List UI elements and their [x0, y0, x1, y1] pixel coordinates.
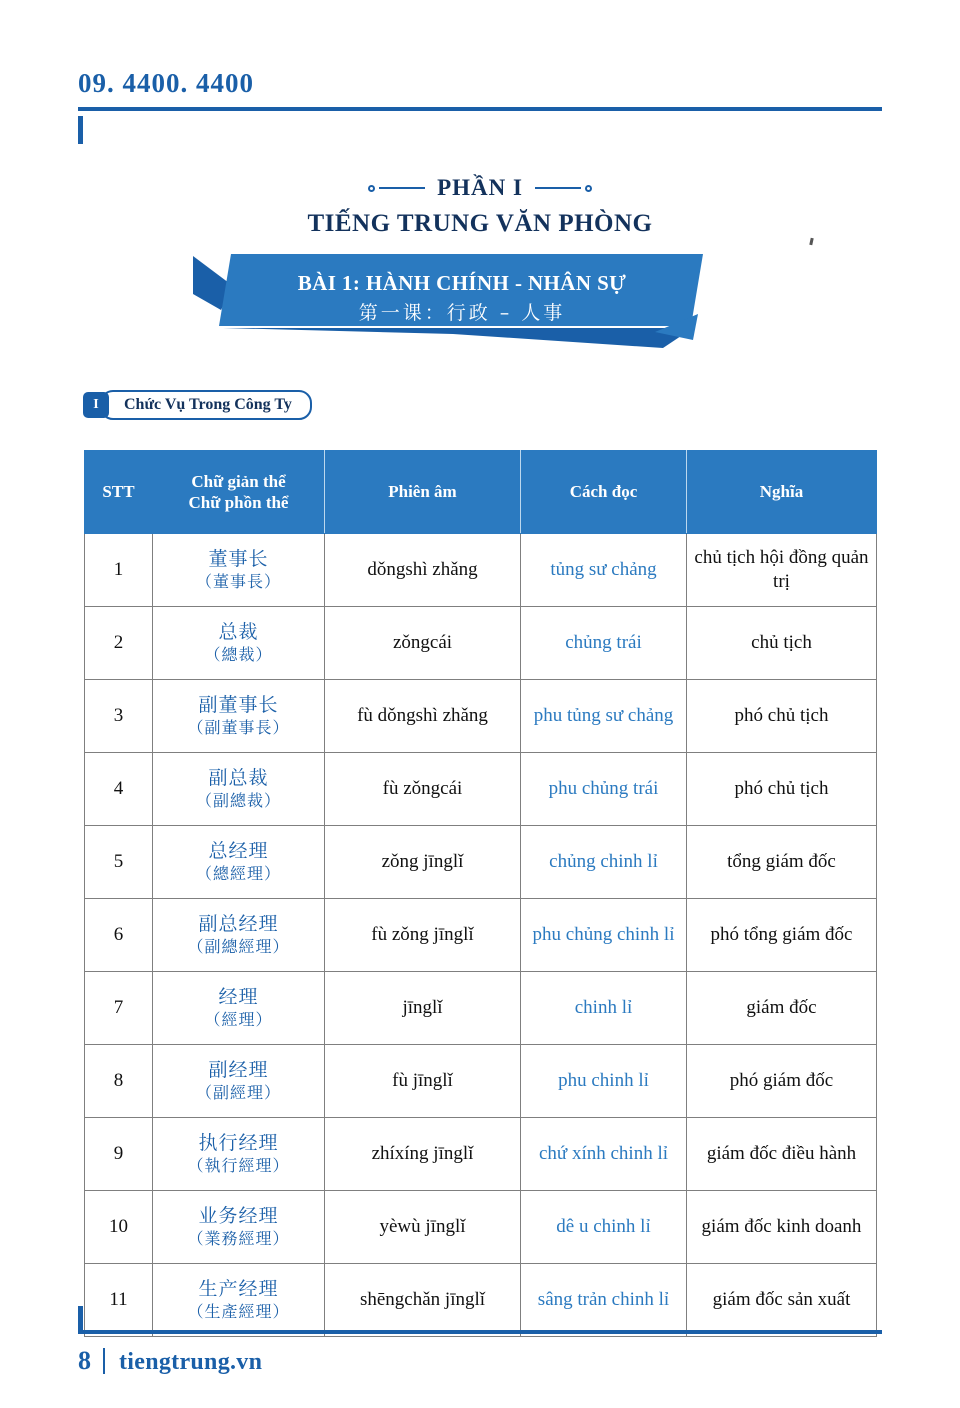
cell-stt: 8 — [85, 1045, 153, 1118]
table-row — [85, 607, 877, 680]
section-number-badge: I — [83, 392, 109, 418]
cell-meaning: chủ tịch — [687, 607, 877, 680]
cell-simplified: 总经理 — [208, 840, 269, 863]
section-heading — [83, 390, 312, 420]
cell-simplified: 副经理 — [208, 1059, 269, 1082]
vocabulary-table-wrapper — [84, 450, 876, 1337]
table-row — [85, 753, 877, 826]
cell-reading: chủng chinh lỉ — [521, 826, 687, 899]
cell-pinyin: dǒngshì zhǎng — [325, 534, 521, 607]
cell-meaning: giám đốc kinh doanh — [687, 1191, 877, 1264]
column-header-traditional: Chữ phồn thể — [188, 493, 289, 512]
cell-characters — [153, 753, 325, 826]
table-row — [85, 972, 877, 1045]
column-header-reading: Cách đọc — [521, 451, 687, 534]
cell-characters — [153, 1118, 325, 1191]
cell-traditional: （執行經理） — [187, 1155, 290, 1175]
column-header-simplified: Chữ giản thể — [191, 471, 286, 491]
cell-traditional: （副總裁） — [195, 790, 281, 810]
cell-traditional: （董事長） — [195, 571, 281, 591]
diamond-right-icon — [535, 185, 592, 192]
lesson-banner — [193, 248, 703, 348]
cell-characters — [153, 1045, 325, 1118]
cell-reading: chinh lỉ — [521, 972, 687, 1045]
cell-meaning: phó chủ tịch — [687, 753, 877, 826]
cell-meaning: phó chủ tịch — [687, 680, 877, 753]
cell-stt: 1 — [85, 534, 153, 607]
cell-pinyin: zhíxíng jīnglǐ — [325, 1118, 521, 1191]
page-footer — [78, 1348, 262, 1376]
cell-reading: phu chủng chinh lỉ — [521, 899, 687, 972]
lesson-subtitle: 第一课：行政 – 人事 — [358, 302, 566, 324]
cell-stt: 3 — [85, 680, 153, 753]
cell-traditional: （業務經理） — [187, 1228, 290, 1248]
table-row — [85, 1045, 877, 1118]
cell-meaning: phó giám đốc — [687, 1045, 877, 1118]
cell-characters — [153, 534, 325, 607]
cell-reading: phu chinh lỉ — [521, 1045, 687, 1118]
header-phone: 09. 4400. 4400 — [78, 68, 254, 98]
cell-pinyin: zǒngcái — [325, 607, 521, 680]
cell-meaning: tổng giám đốc — [687, 826, 877, 899]
part-label-row — [0, 175, 960, 201]
cell-stt: 11 — [85, 1264, 153, 1337]
cell-simplified: 总裁 — [218, 621, 259, 644]
header-divider — [78, 107, 882, 111]
footer-divider — [78, 1330, 882, 1334]
cell-traditional: （生產經理） — [187, 1301, 290, 1321]
cell-simplified: 副董事长 — [198, 694, 279, 717]
table-row — [85, 1264, 877, 1337]
table-row — [85, 826, 877, 899]
cell-reading: phu chủng trái — [521, 753, 687, 826]
cell-traditional: （總經理） — [195, 863, 281, 883]
cell-characters — [153, 972, 325, 1045]
table-header-row — [85, 451, 877, 534]
cell-characters — [153, 607, 325, 680]
cell-traditional: （副經理） — [195, 1082, 281, 1102]
page-header — [78, 68, 882, 111]
column-header-pinyin: Phiên âm — [325, 451, 521, 534]
page-number: 8 — [78, 1348, 105, 1374]
cell-pinyin: jīnglǐ — [325, 972, 521, 1045]
column-header-stt: STT — [85, 451, 153, 534]
cell-characters — [153, 680, 325, 753]
cell-stt: 7 — [85, 972, 153, 1045]
cell-pinyin: fù zǒng jīnglǐ — [325, 899, 521, 972]
cell-characters — [153, 1191, 325, 1264]
cell-simplified: 执行经理 — [198, 1132, 279, 1155]
cell-traditional: （經理） — [204, 1009, 273, 1029]
table-row — [85, 534, 877, 607]
part-label: PHẦN I — [437, 175, 523, 200]
cell-pinyin: fù dǒngshì zhǎng — [325, 680, 521, 753]
cell-meaning: giám đốc — [687, 972, 877, 1045]
cell-simplified: 生产经理 — [198, 1278, 279, 1301]
cell-meaning: phó tổng giám đốc — [687, 899, 877, 972]
cell-pinyin: zǒng jīnglǐ — [325, 826, 521, 899]
vocabulary-table-body — [85, 534, 877, 1337]
cell-pinyin: shēngchǎn jīnglǐ — [325, 1264, 521, 1337]
stray-mark — [809, 238, 813, 245]
table-row — [85, 1191, 877, 1264]
cell-traditional: （副董事長） — [187, 717, 290, 737]
cell-stt: 6 — [85, 899, 153, 972]
part-title: TIẾNG TRUNG VĂN PHÒNG — [307, 210, 653, 237]
table-row — [85, 899, 877, 972]
section-title: Chức Vụ Trong Công Ty — [100, 390, 312, 420]
cell-meaning: giám đốc sản xuất — [687, 1264, 877, 1337]
cell-meaning: giám đốc điều hành — [687, 1118, 877, 1191]
cell-stt: 9 — [85, 1118, 153, 1191]
cell-simplified: 副总裁 — [208, 767, 269, 790]
cell-characters — [153, 826, 325, 899]
cell-stt: 4 — [85, 753, 153, 826]
cell-stt: 5 — [85, 826, 153, 899]
cell-reading: tủng sư chảng — [521, 534, 687, 607]
cell-reading: chủng trái — [521, 607, 687, 680]
part-heading — [0, 175, 960, 238]
cell-pinyin: fù jīnglǐ — [325, 1045, 521, 1118]
cell-characters — [153, 1264, 325, 1337]
cell-simplified: 副总经理 — [198, 913, 279, 936]
diamond-left-icon — [368, 185, 425, 192]
column-header-meaning: Nghĩa — [687, 451, 877, 534]
cell-reading: chứ xính chinh lỉ — [521, 1118, 687, 1191]
lesson-title: BÀI 1: HÀNH CHÍNH - NHÂN SỰ — [297, 271, 627, 295]
cell-traditional: （總裁） — [204, 644, 273, 664]
table-row — [85, 1118, 877, 1191]
cell-simplified: 业务经理 — [198, 1205, 279, 1228]
table-row — [85, 680, 877, 753]
cell-simplified: 董事长 — [208, 548, 269, 571]
header-divider-tick — [78, 116, 83, 144]
cell-pinyin: fù zǒngcái — [325, 753, 521, 826]
footer-website: tiengtrung.vn — [119, 1349, 263, 1375]
cell-traditional: （副總經理） — [187, 936, 290, 956]
cell-reading: dê u chinh lỉ — [521, 1191, 687, 1264]
banner-text-block — [193, 248, 703, 348]
cell-meaning: chủ tịch hội đồng quản trị — [687, 534, 877, 607]
vocabulary-table — [84, 450, 877, 1337]
cell-simplified: 经理 — [218, 986, 259, 1009]
cell-characters — [153, 899, 325, 972]
cell-stt: 2 — [85, 607, 153, 680]
cell-pinyin: yèwù jīnglǐ — [325, 1191, 521, 1264]
cell-reading: sâng trản chinh lỉ — [521, 1264, 687, 1337]
column-header-characters — [153, 451, 325, 534]
cell-stt: 10 — [85, 1191, 153, 1264]
cell-reading: phu tủng sư chảng — [521, 680, 687, 753]
